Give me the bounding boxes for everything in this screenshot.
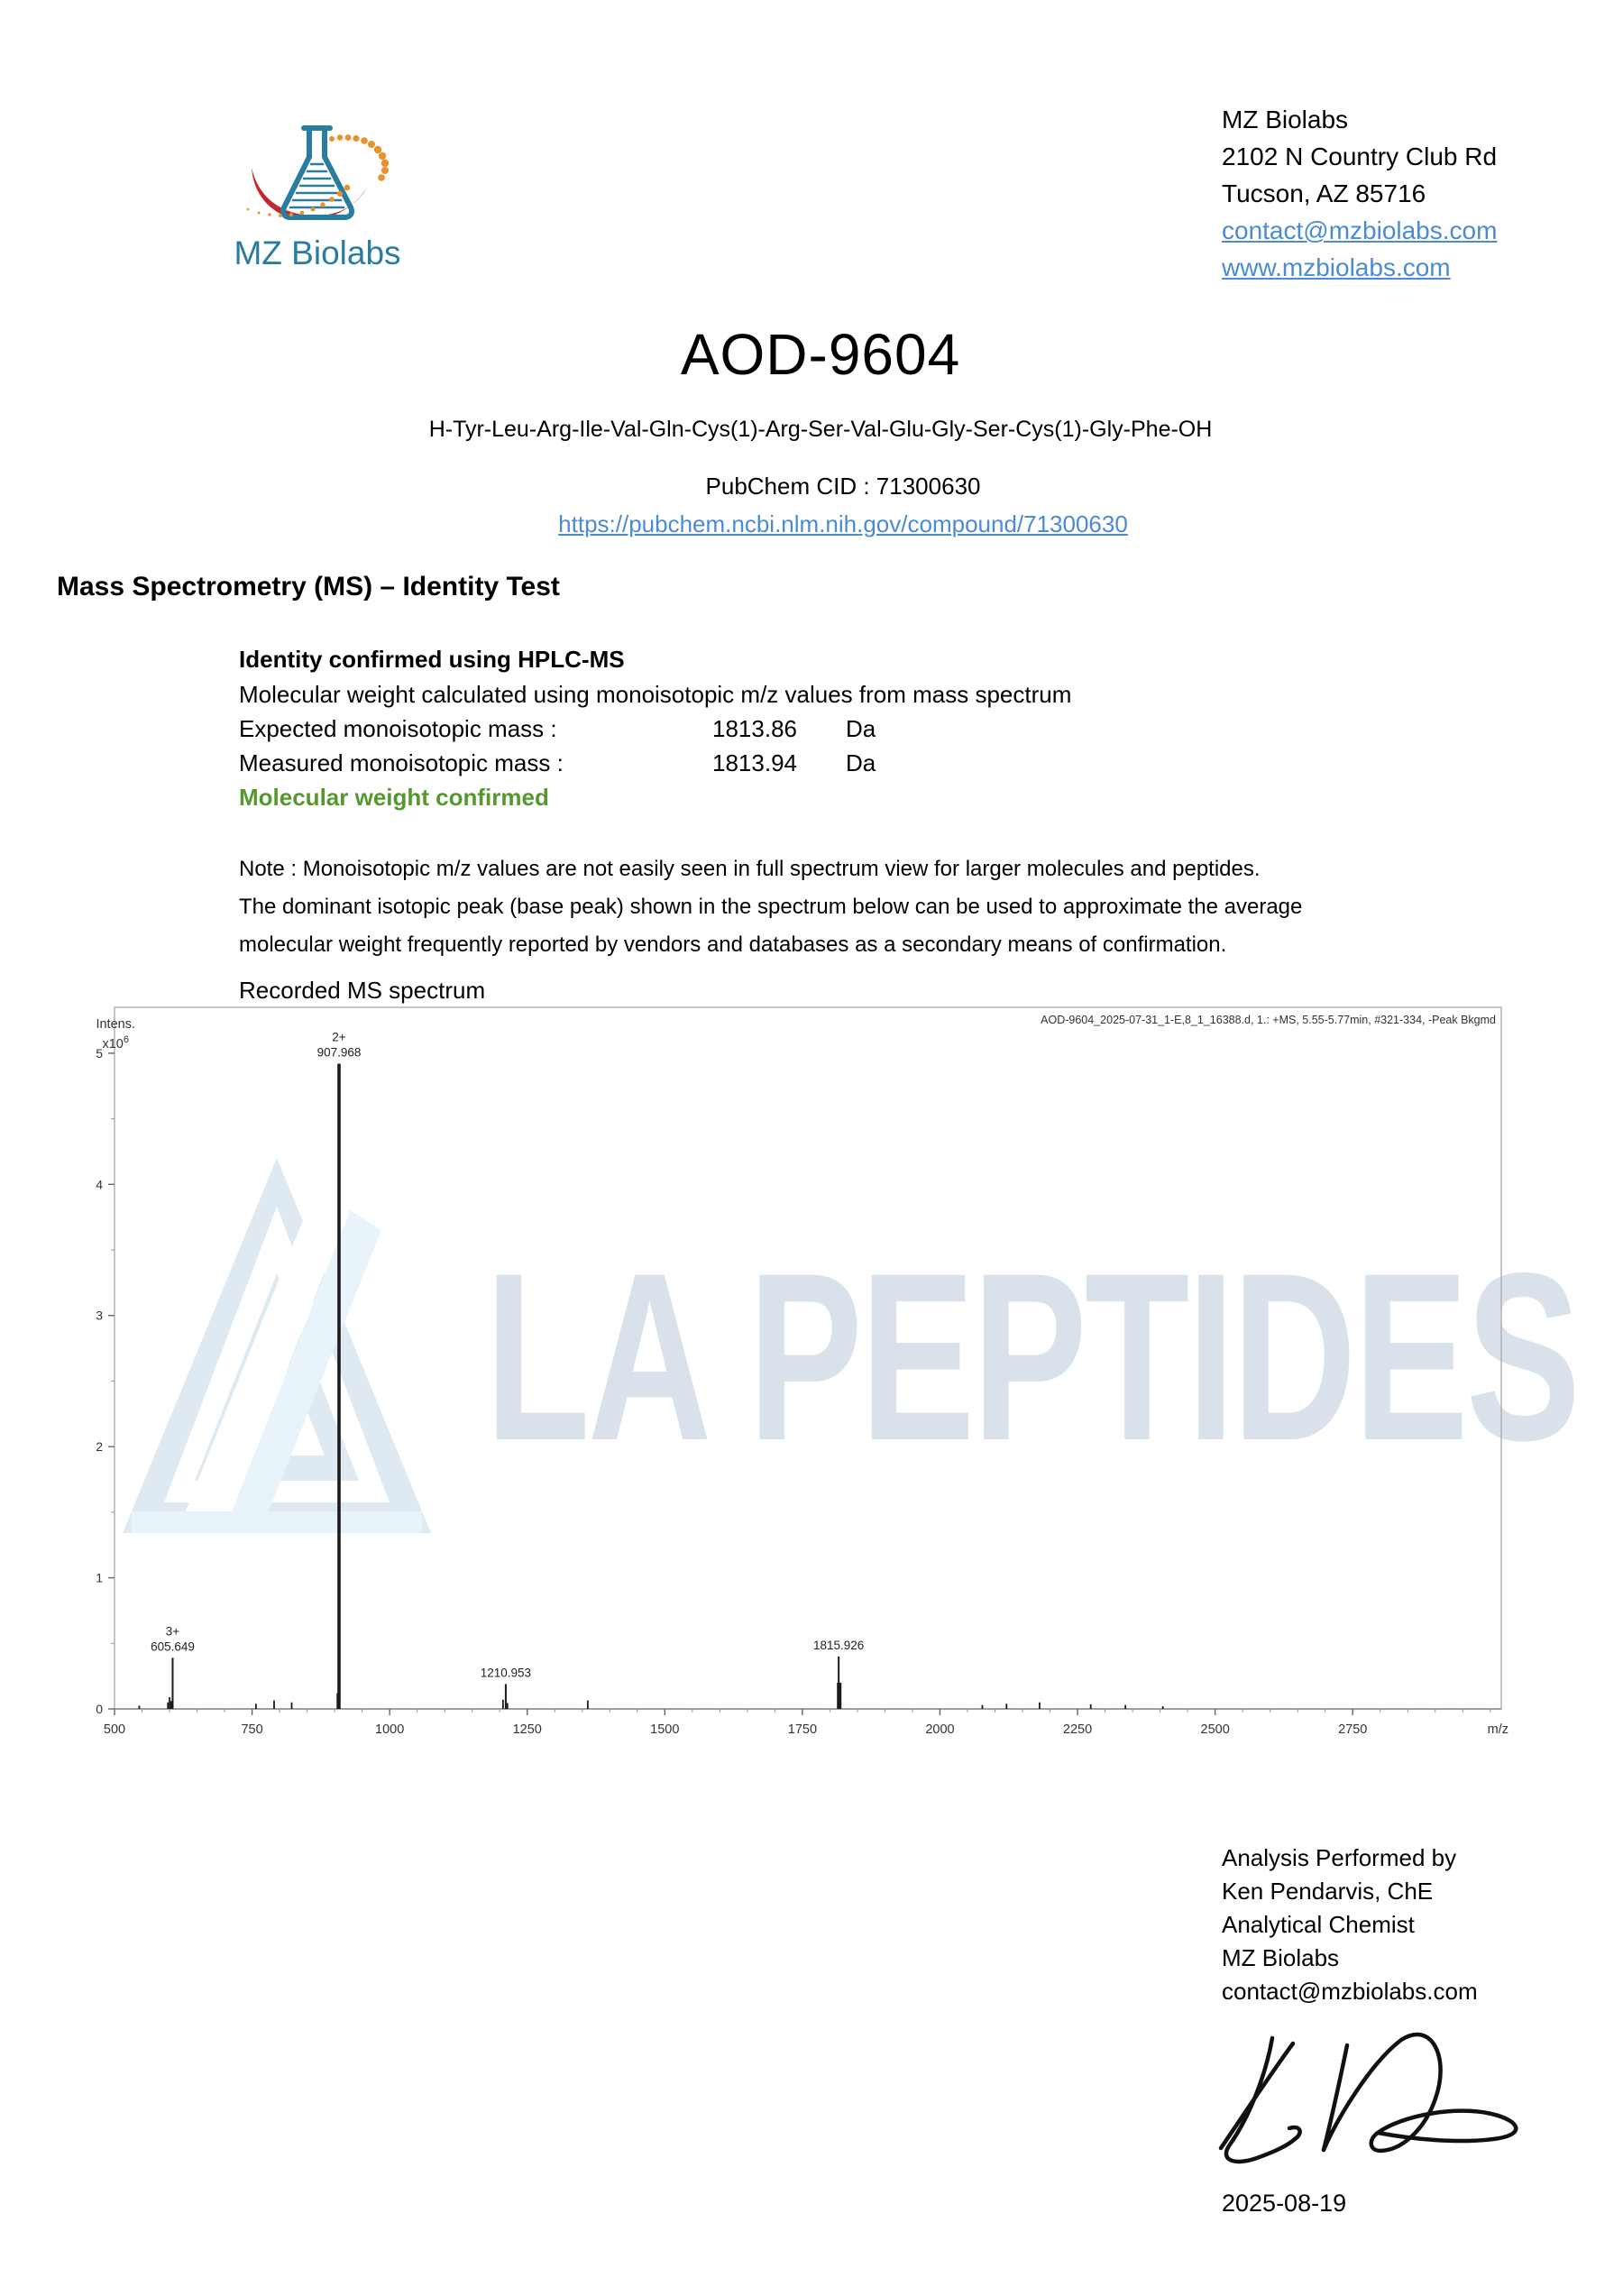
peptide-sequence: H-Tyr-Leu-Arg-Ile-Val-Gln-Cys(1)-Arg-Ser-Val-Glu-Gly-Ser-Cys(1)-Gly-Phe-OH — [428, 417, 1213, 442]
svg-text:5: 5 — [96, 1045, 103, 1061]
svg-text:3+: 3+ — [165, 1624, 180, 1639]
flask-logo-icon — [239, 123, 410, 233]
measured-mass-row — [239, 749, 876, 777]
note-line-2: The dominant isotopic peak (base peak) shown in the spectrum below can be used to approximate the average — [239, 895, 1303, 919]
svg-text:2500: 2500 — [1200, 1722, 1230, 1737]
expected-mass-row — [239, 715, 876, 743]
measured-mass-unit: Da — [846, 749, 876, 776]
result-confirmed-line: Molecular weight confirmed — [239, 784, 549, 811]
watermark-text: LA PEPTIDES — [485, 1224, 1579, 1491]
identity-confirmed-line: Identity confirmed using HPLC-MS — [239, 646, 625, 673]
expected-mass-unit: Da — [846, 715, 876, 742]
compound-title: AOD-9604 — [680, 322, 961, 387]
letterhead-company: MZ Biolabs — [1222, 106, 1349, 133]
svg-text:3: 3 — [96, 1308, 103, 1323]
svg-text:x106: $x10^6$ — [102, 1034, 129, 1052]
logo-flask — [283, 128, 352, 217]
website-link[interactable]: www.mzbiolabs.com — [1222, 253, 1451, 281]
letterhead-street: 2102 N Country Club Rd — [1222, 142, 1498, 170]
measured-mass-value: 1813.94 — [712, 749, 797, 776]
svg-text:750: 750 — [241, 1722, 263, 1737]
expected-mass-value: 1813.86 — [712, 715, 797, 742]
signoff-analyst-title: Analytical Chemist — [1222, 1911, 1415, 1938]
svg-text:1000: 1000 — [375, 1722, 405, 1737]
method-line: Molecular weight calculated using monoisotopic m/z values from mass spectrum — [239, 681, 1072, 708]
svg-text:4: 4 — [96, 1177, 103, 1192]
signoff-line-1: Analysis Performed by — [1222, 1844, 1457, 1871]
signoff-company: MZ Biolabs — [1222, 1944, 1340, 1971]
svg-text:907.968: 907.968 — [316, 1045, 362, 1060]
svg-text:2: 2 — [96, 1439, 103, 1455]
note-line-3: molecular weight frequently reported by vendors and databases as a secondary means of confirmation. — [239, 932, 1227, 957]
mz-biolabs-logo — [239, 123, 410, 233]
logo-brand-text: MZ Biolabs — [234, 234, 401, 271]
svg-text:2250: 2250 — [1062, 1722, 1093, 1737]
letterhead-city: Tucson, AZ 85716 — [1222, 179, 1426, 207]
svg-text:1815.926: 1815.926 — [812, 1638, 865, 1652]
pubchem-cid: PubChem CID : 71300630 — [705, 473, 981, 500]
svg-text:2+: 2+ — [332, 1030, 346, 1044]
signoff-email: contact@mzbiolabs.com — [1222, 1978, 1478, 2005]
svg-text:1750: 1750 — [787, 1722, 818, 1737]
letterhead — [1222, 101, 1497, 286]
svg-text:2000: 2000 — [925, 1722, 955, 1737]
signoff-block — [1222, 1841, 1478, 2008]
svg-text:Intens.: Intens. — [96, 1017, 135, 1032]
signature — [1187, 2031, 1565, 2184]
svg-text:1250: 1250 — [512, 1722, 542, 1737]
svg-text:1500: 1500 — [650, 1722, 680, 1737]
svg-text:AOD-9604_2025-07-31_1-E,8_1_16: AOD-9604_2025-07-31_1-E,8_1_16388.d, 1.: +MS, 5.55-5.77min, #321-334, -Peak Bkgmd — [1041, 1014, 1496, 1026]
signoff-analyst-name: Ken Pendarvis, ChE — [1222, 1878, 1434, 1905]
expected-mass-label: Expected monoisotopic mass : — [239, 715, 557, 742]
section-heading: Mass Spectrometry (MS) – Identity Test — [57, 572, 560, 602]
svg-text:1210.953: 1210.953 — [480, 1666, 532, 1680]
svg-text:m/z: m/z — [1487, 1722, 1508, 1737]
svg-text:605.649: 605.649 — [151, 1639, 195, 1654]
report-date: 2025-08-19 — [1222, 2190, 1347, 2217]
spectrum-plot — [0, 974, 1623, 1768]
pubchem-link[interactable]: https://pubchem.ncbi.nlm.nih.gov/compound/71300630 — [558, 510, 1128, 537]
ms-spectrum-chart — [0, 974, 1623, 1768]
svg-text:1: 1 — [96, 1570, 103, 1585]
svg-text:500: 500 — [103, 1722, 126, 1737]
svg-text:2750: 2750 — [1338, 1722, 1368, 1737]
svg-text:0: 0 — [96, 1702, 103, 1716]
spectrum-caption: Recorded MS spectrum — [239, 977, 486, 1004]
contact-email-link[interactable]: contact@mzbiolabs.com — [1222, 216, 1498, 244]
logo-dot-orbit — [247, 134, 390, 217]
measured-mass-label: Measured monoisotopic mass : — [239, 749, 564, 776]
note-line-1: Note : Monoisotopic m/z values are not easily seen in full spectrum view for larger molecules and peptides. — [239, 857, 1261, 881]
